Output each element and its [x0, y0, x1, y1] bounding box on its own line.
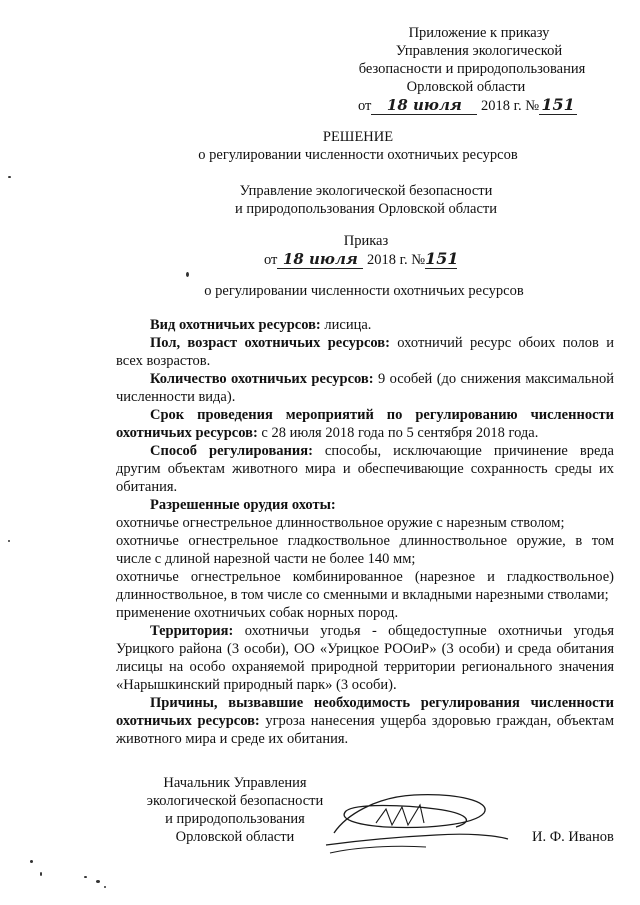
scan-speck	[40, 872, 42, 876]
method-paragraph	[116, 442, 614, 496]
species-paragraph	[116, 316, 614, 334]
decision-title	[0, 128, 640, 146]
appendix-date-prefix: от	[358, 98, 372, 114]
territory-label: Территория:	[150, 623, 234, 639]
order-date-line	[264, 250, 484, 269]
tool-item: охотничье огнестрельное гладкоствольное длинноствольное оружие, в том числе с длиной нарезной части не более 140 мм;	[116, 533, 614, 567]
signature-stroke	[334, 795, 485, 833]
appendix-date-line	[358, 96, 598, 115]
signatory-name: И. Ф. Иванов	[532, 829, 614, 845]
scan-speck	[84, 876, 87, 878]
period-value: с 28 июля 2018 года по 5 сентября 2018 года.	[257, 425, 539, 441]
period-label: Срок проведения мероприятий по регулированию численности охотничьих ресурсов:	[116, 407, 614, 441]
appendix-date-handwritten: 18 июля	[371, 96, 477, 115]
appendix-line-4: Орловской области	[406, 79, 526, 95]
order-heading: Приказ	[343, 233, 389, 249]
reasons-paragraph	[116, 694, 614, 748]
order-date-prefix: от	[264, 252, 278, 268]
appendix-line-3: безопасности и природопользования	[358, 61, 586, 77]
authority-block	[0, 182, 640, 218]
appendix-line-2: Управления экологической	[395, 43, 563, 59]
sex-age-paragraph	[116, 334, 614, 370]
appendix-line-1: Приложение к приказу	[408, 25, 550, 41]
decision-body	[116, 316, 614, 748]
decision-subject: о регулировании численности охотничьих ресурсов	[198, 147, 518, 163]
method-label: Способ регулирования:	[150, 443, 313, 459]
signature-stroke	[376, 805, 424, 825]
signatory-line-3: и природопользования	[165, 811, 305, 827]
signatory-line-4: Орловской области	[175, 829, 295, 845]
territory-paragraph	[116, 622, 614, 694]
authority-line-2: и природопользования Орловской области	[235, 201, 497, 217]
tool-item: охотничье огнестрельное длинноствольное оружие с нарезным стволом;	[116, 515, 565, 531]
appendix-number-handwritten: 151	[539, 96, 577, 115]
order-number-handwritten: 151	[425, 249, 459, 268]
authority-line-1: Управление экологической безопасности	[239, 183, 493, 199]
signatory-title	[130, 774, 340, 846]
decision-heading: РЕШЕНИЕ	[322, 129, 394, 145]
count-value: 9 особей (до снижения максимальной численности вида).	[116, 371, 614, 405]
appendix-block	[322, 24, 622, 96]
signature-stroke	[326, 834, 508, 845]
scan-speck	[104, 886, 106, 888]
species-label: Вид охотничьих ресурсов:	[150, 317, 321, 333]
signatory-line-2: экологической безопасности	[146, 793, 324, 809]
period-paragraph	[116, 406, 614, 442]
scan-speck	[96, 880, 100, 883]
signature-stroke	[330, 846, 426, 853]
tool-item: применение охотничьих собак норных пород.	[116, 605, 399, 621]
tools-label: Разрешенные орудия охоты:	[150, 497, 336, 513]
reasons-label: Причины, вызвавшие необходимость регулирования численности охотничьих ресурсов:	[116, 695, 614, 729]
count-label: Количество охотничьих ресурсов:	[150, 371, 374, 387]
order-subject: о регулировании численности охотничьих ресурсов	[204, 283, 524, 299]
count-paragraph	[116, 370, 614, 406]
order-date-handwritten: 18 июля	[277, 250, 363, 269]
scan-speck	[8, 176, 11, 178]
signatory-line-1: Начальник Управления	[163, 775, 307, 791]
tools-heading	[116, 496, 614, 514]
tool-item: охотничье огнестрельное комбинированное (нарезное и гладкоствольное) длинноствольное, в том числе со сменными и вкладными нарезными стволами;	[116, 569, 614, 603]
method-value: способы, исключающие причинение вреда другим объектам животного мира и обеспечивающие сохранность среды их обитания.	[116, 443, 614, 495]
scan-speck	[30, 860, 33, 863]
species-value: лисица.	[320, 317, 372, 333]
handwritten-signature	[316, 775, 516, 865]
territory-value: охотничьи угодья - общедоступные охотничьи угодья Урицкого района (3 особи), ОО «Урицкое РООиР» (3 особи) и среда обитания лисицы на особо охраняемой природной территории регионального значения «Нарышкинский природный парк» (3 особи).	[116, 623, 614, 693]
scan-speck	[186, 272, 189, 277]
reasons-value: угроза нанесения ущерба здоровью граждан, объектам животного мира и среде их обитания.	[116, 713, 614, 747]
sex-age-value: охотничий ресурс обоих полов и всех возрастов.	[116, 335, 614, 369]
appendix-date-year: 2018 г. №	[481, 98, 540, 114]
sex-age-label: Пол, возраст охотничьих ресурсов:	[150, 335, 390, 351]
scan-speck	[8, 540, 10, 542]
order-date-year: 2018 г. №	[367, 252, 426, 268]
